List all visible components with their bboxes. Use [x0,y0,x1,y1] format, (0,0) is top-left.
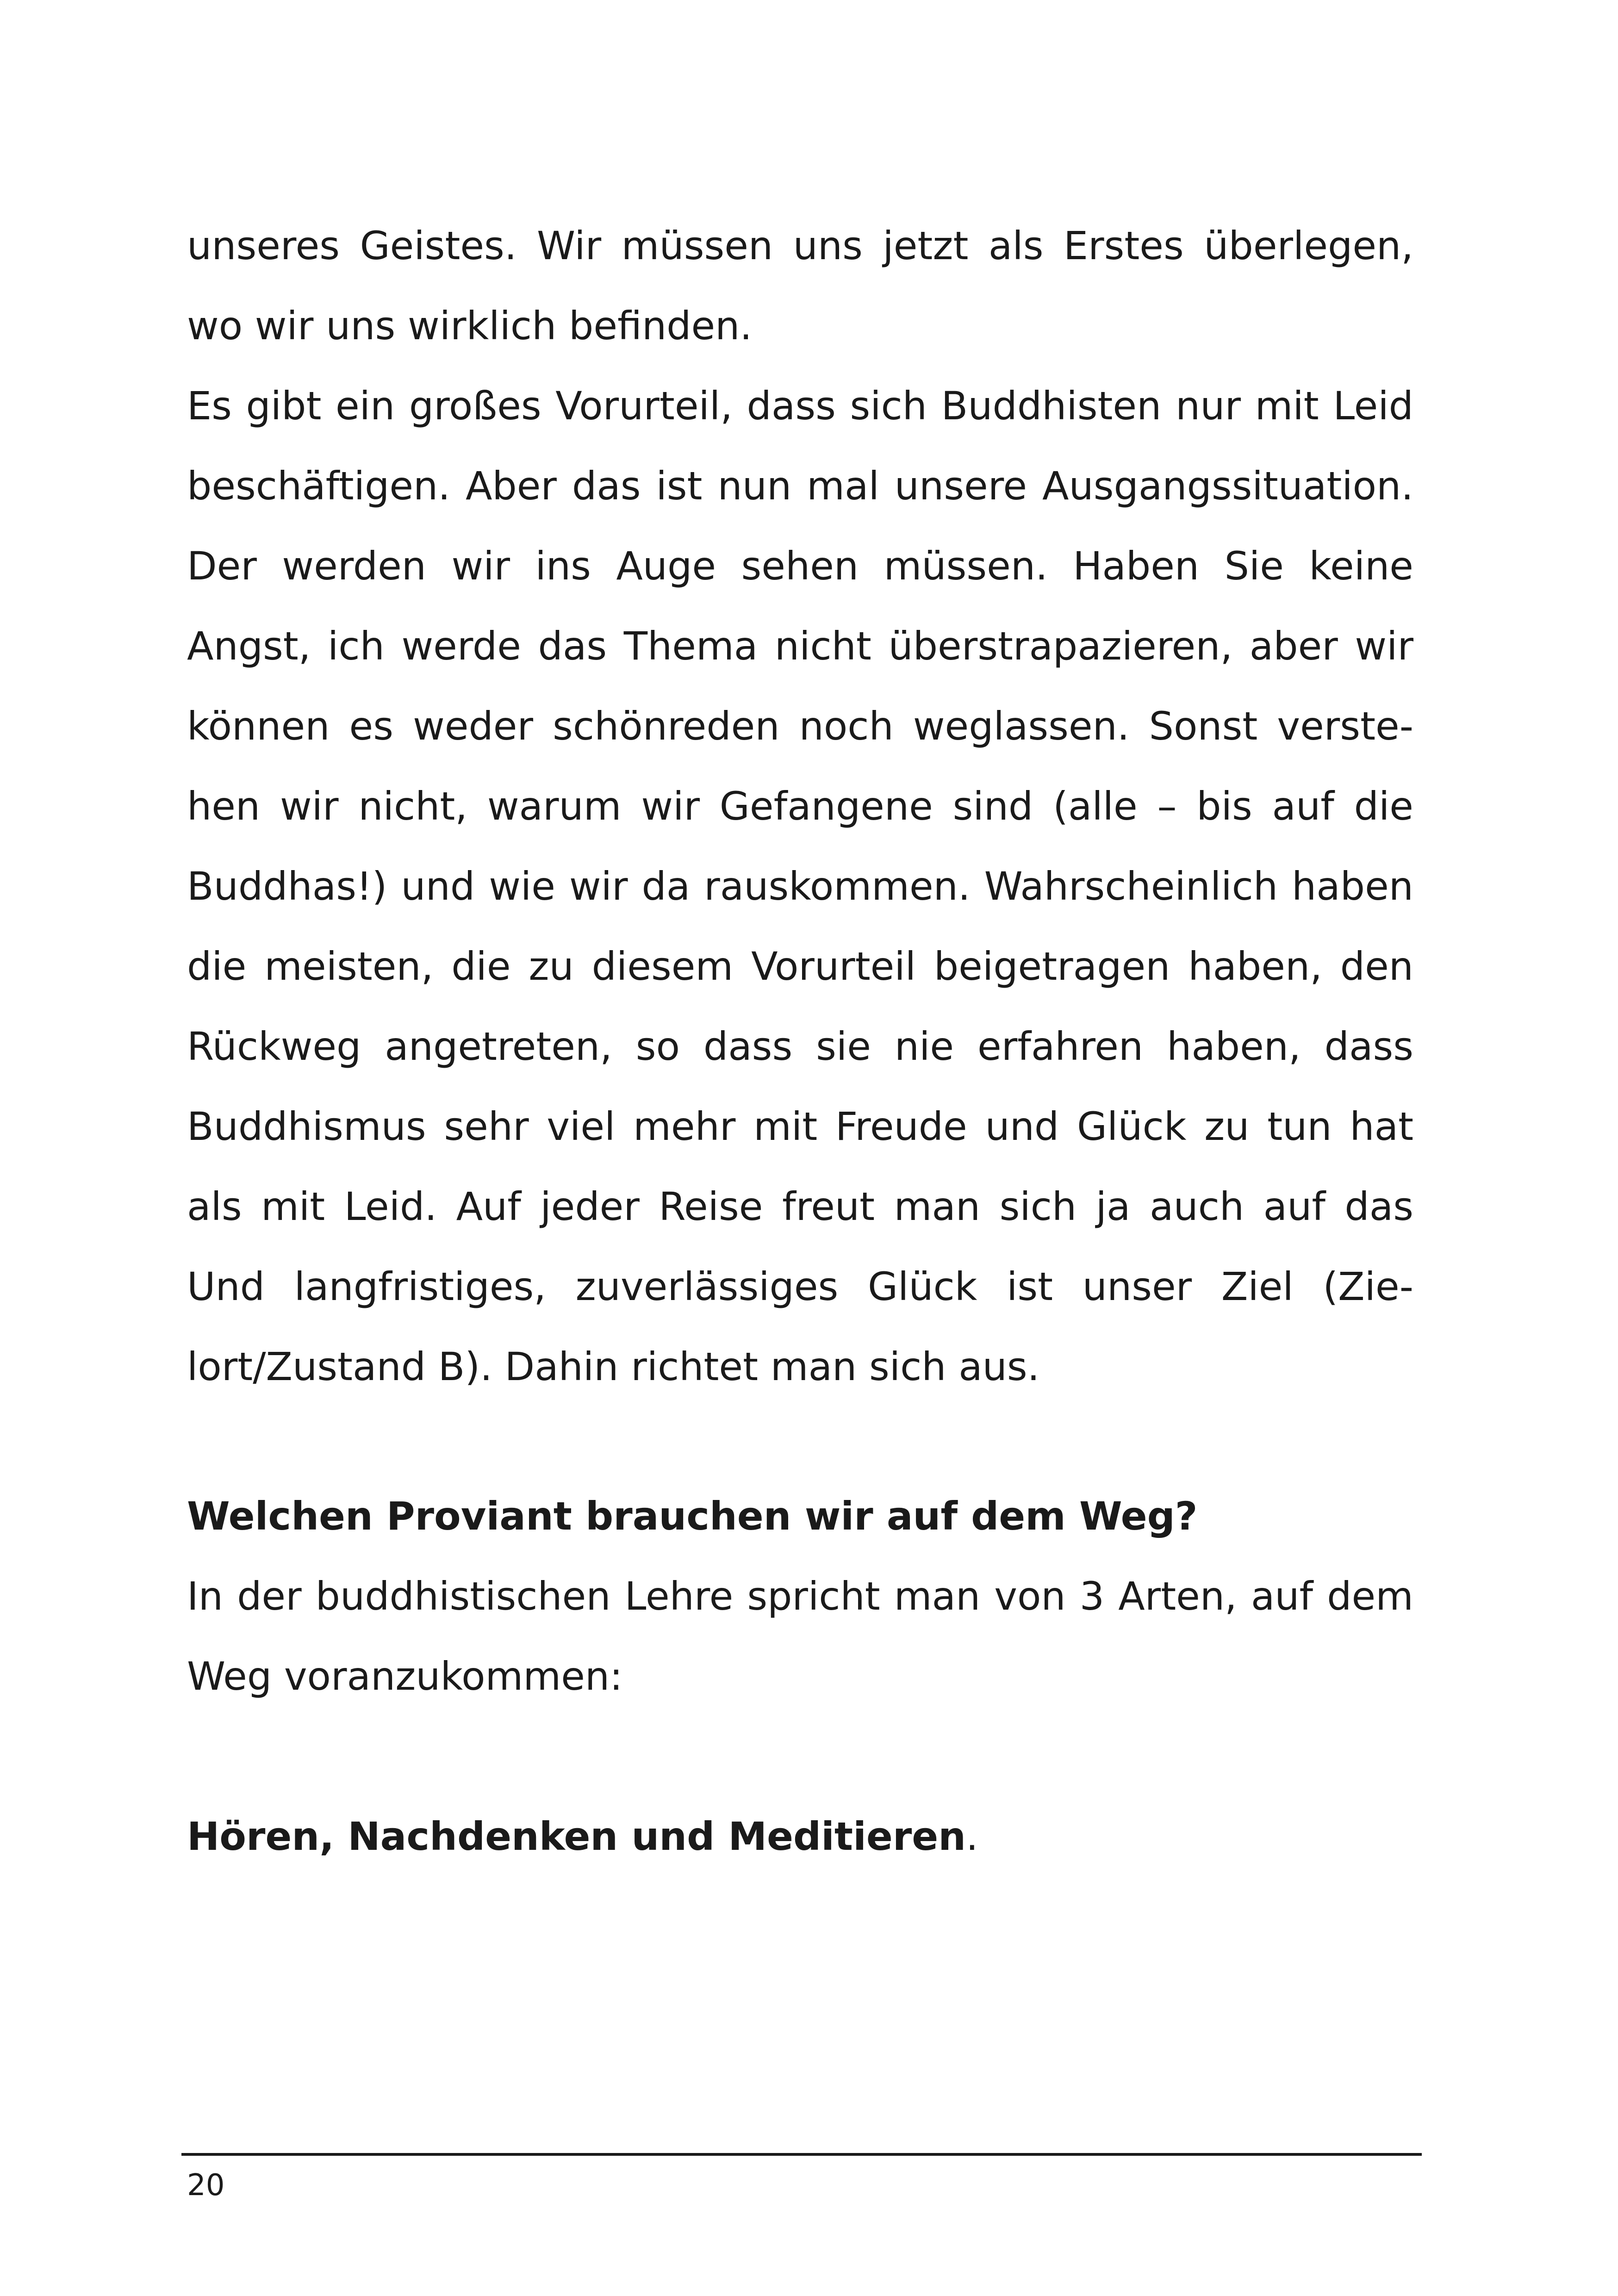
text-line: Und langfristiges, zuverlässiges Glück ist unser Ziel (Zie- [187,1264,1413,1309]
text-line: können es weder schönreden noch weglassen. Sonst verste- [187,703,1413,749]
text-line: lort/Zustand B). Dahin richtet man sich aus. [187,1344,1040,1389]
text-line: hen wir nicht, warum wir Gefangene sind (alle – bis auf die [187,784,1413,829]
text-line: als mit Leid. Auf jeder Reise freut man sich ja auch auf das [187,1184,1413,1229]
page-number: 20 [187,2168,225,2203]
closing-punctuation: . [966,1814,978,1859]
text-line: Der werden wir ins Auge sehen müssen. Haben Sie keine [187,543,1413,589]
text-line: Rückweg angetreten, so dass sie nie erfahren haben, dass [187,1024,1413,1069]
text-line: unseres Geistes. Wir müssen uns jetzt als Erstes überlegen, [187,223,1413,268]
paragraph-main [187,366,1413,1407]
closing-text [187,1797,1413,1877]
paragraph-intro [187,206,1413,366]
closing-line [187,1797,1413,1877]
text-line: Angst, ich werde das Thema nicht überstrapazieren, aber wir [187,623,1413,669]
closing-bold-text: Hören, Nachdenken und Meditieren [187,1814,966,1859]
section-provisions [187,1476,1413,1717]
text-line: die meisten, die zu diesem Vorurteil beigetragen haben, den [187,944,1413,989]
text-line: beschäftigen. Aber das ist nun mal unsere Ausgangssituation. [187,463,1413,509]
text-line: In der buddhistischen Lehre spricht man von 3 Arten, auf dem [187,1574,1413,1619]
text-line: Weg voranzukommen: [187,1654,623,1699]
text-line: Es gibt ein großes Vorurteil, dass sich Buddhisten nur mit Leid [187,383,1413,429]
text-line: Buddhas!) und wie wir da rauskommen. Wahrscheinlich haben [187,864,1413,909]
section-heading: Welchen Proviant brauchen wir auf dem Weg? [187,1493,1198,1539]
footer-rule [181,2153,1422,2156]
text-line: Buddhismus sehr viel mehr mit Freude und Glück zu tun hat [187,1104,1413,1149]
text-line: wo wir uns wirklich befinden. [187,303,753,348]
